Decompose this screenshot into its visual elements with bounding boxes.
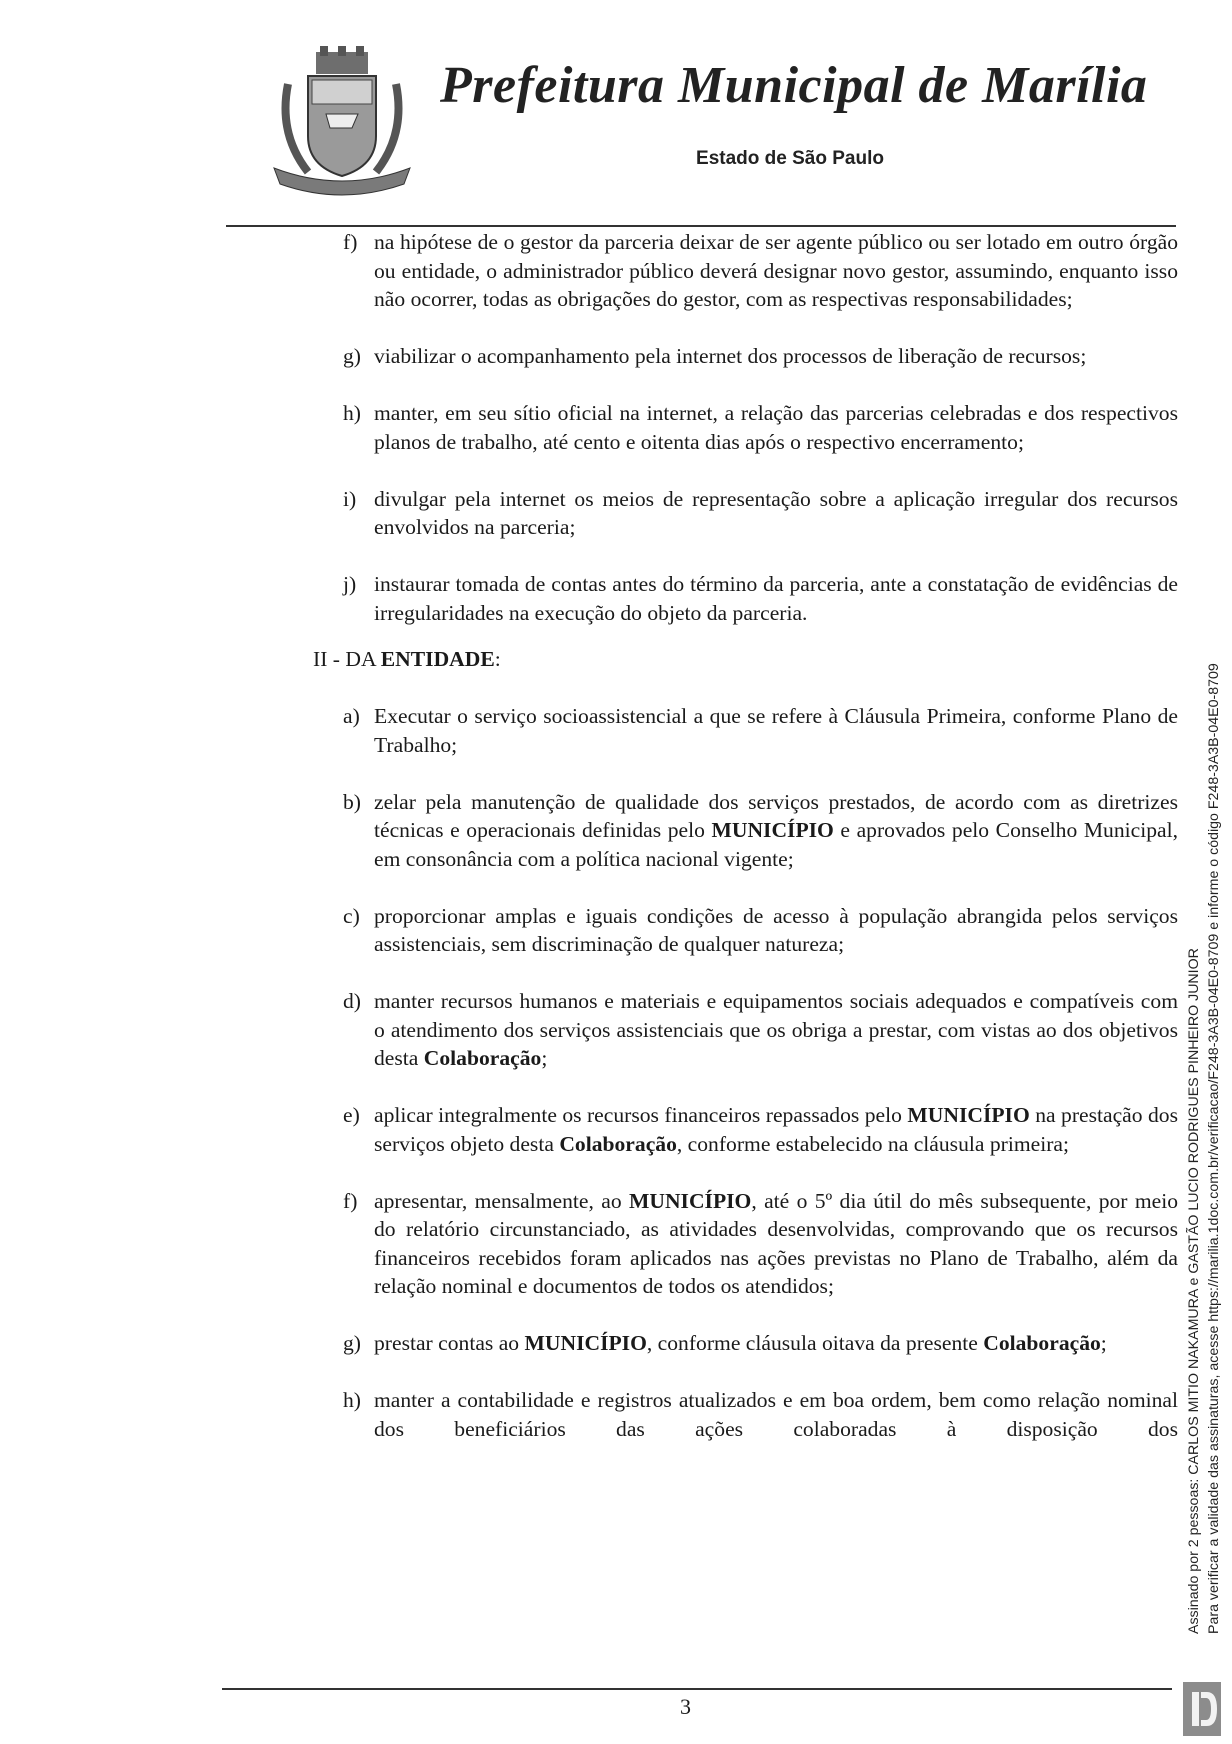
1doc-logo-icon	[1183, 1682, 1221, 1736]
clause-label: c)	[343, 903, 360, 928]
header-divider	[226, 225, 1176, 227]
clause-item-g	[343, 342, 1178, 371]
clause-text: na hipótese de o gestor da parceria deixar de ser agente público ou ser lotado em outro órgão ou entidade, o administrador público deverá designar novo gestor, assumindo, enquanto isso não ocorrer, todas as obrigações do gestor, com as respectivas responsabilidades;	[374, 230, 1178, 311]
clause-text: Executar o serviço socioassistencial a que se refere à Cláusula Primeira, conforme Plano de Trabalho;	[374, 704, 1178, 757]
entity-item-e	[343, 1101, 1178, 1158]
clause-label: f)	[343, 1188, 358, 1213]
clause-text: aplicar integralmente os recursos financeiros repassados pelo MUNICÍPIO na prestação dos serviços objeto desta Colaboração, conforme estabelecido na cláusula primeira;	[374, 1103, 1178, 1156]
entity-item-f	[343, 1187, 1178, 1301]
clause-label: g)	[343, 344, 361, 368]
clause-text: apresentar, mensalmente, ao MUNICÍPIO, até o 5º dia útil do mês subsequente, por meio do relatório circunstanciado, as atividades desenvolvidas, comprovando que os recursos financeiros recebidos foram aplicados nas ações previstas no Plano de Trabalho, além da relação nominal e documentos de todos os atendidos;	[374, 1188, 1178, 1298]
clause-item-j	[343, 570, 1178, 627]
entity-item-g	[343, 1329, 1178, 1358]
clause-text: manter recursos humanos e materiais e equipamentos sociais adequados e compatíveis com o atendimento dos serviços assistenciais que os obriga a prestar, com vistas ao dos objetivos desta Colaboração;	[374, 989, 1178, 1070]
entity-item-c	[343, 902, 1178, 959]
clause-text: manter, em seu sítio oficial na internet, a relação das parcerias celebradas e dos respectivos planos de trabalho, até cento e oitenta dias após o respectivo encerramento;	[374, 401, 1178, 454]
municipal-coat-of-arms-icon	[268, 44, 416, 200]
document-header-title: Prefeitura Municipal de Marília	[440, 57, 1148, 114]
clause-label: e)	[343, 1103, 360, 1127]
clause-label: j)	[343, 572, 357, 596]
section-heading	[313, 645, 1178, 674]
clause-label: h)	[343, 401, 361, 425]
clause-label: b)	[343, 789, 361, 814]
clause-text: instaurar tomada de contas antes do término da parceria, ante a constatação de evidências de irregularidades na execução do objeto da parceria.	[374, 572, 1178, 625]
page-number: 3	[680, 1694, 691, 1719]
entity-item-h	[343, 1386, 1178, 1443]
clause-item-h	[343, 399, 1178, 456]
clause-label: g)	[343, 1331, 361, 1355]
document-header-subtitle: Estado de São Paulo	[696, 148, 884, 169]
clause-text: viabilizar o acompanhamento pela internet dos processos de liberação de recursos;	[374, 344, 1087, 368]
clause-text: manter a contabilidade e registros atualizados e em boa ordem, bem como relação nominal dos beneficiários das ações colaboradas à disposição dos	[374, 1388, 1178, 1441]
entity-item-a	[343, 702, 1178, 759]
clause-item-f	[343, 228, 1178, 314]
clause-label: i)	[343, 486, 357, 511]
section-title-bold: ENTIDADE	[380, 647, 495, 671]
signature-notice: Assinado por 2 pessoas: CARLOS MITIO NAKAMURA e GASTÃO LUCIO RODRIGUES PINHEIRO JUNIOR	[1186, 948, 1202, 1634]
clause-text: zelar pela manutenção de qualidade dos serviços prestados, de acordo com as diretrizes técnicas e operacionais definidas pelo MUNICÍPIO e aprovados pelo Conselho Municipal, em consonância com a política nacional vigente;	[374, 789, 1178, 871]
document-body	[313, 228, 1178, 1443]
clause-text: divulgar pela internet os meios de representação sobre a aplicação irregular dos recursos envolvidos na parceria;	[374, 486, 1178, 539]
clause-label: a)	[343, 704, 360, 728]
clause-text: prestar contas ao MUNICÍPIO, conforme cláusula oitava da presente Colaboração;	[374, 1331, 1107, 1355]
footer-divider	[222, 1688, 1172, 1690]
verification-notice: Para verificar a validade das assinaturas, acesse https://marilia.1doc.com.br/verificacao/F248-3A3B-04E0-8709 e informe o código F248-3A3B-04E0-8709	[1206, 663, 1222, 1634]
section-prefix: II - DA	[313, 647, 381, 671]
entity-item-d	[343, 987, 1178, 1073]
clause-label: h)	[343, 1388, 361, 1412]
clause-item-i	[343, 485, 1178, 542]
clause-text: proporcionar amplas e iguais condições de acesso à população abrangida pelos serviços assistenciais, sem discriminação de qualquer natureza;	[374, 903, 1178, 956]
clause-label: f)	[343, 230, 358, 254]
clause-label: d)	[343, 989, 361, 1013]
section-suffix: :	[494, 647, 501, 671]
entity-item-b	[343, 788, 1178, 874]
